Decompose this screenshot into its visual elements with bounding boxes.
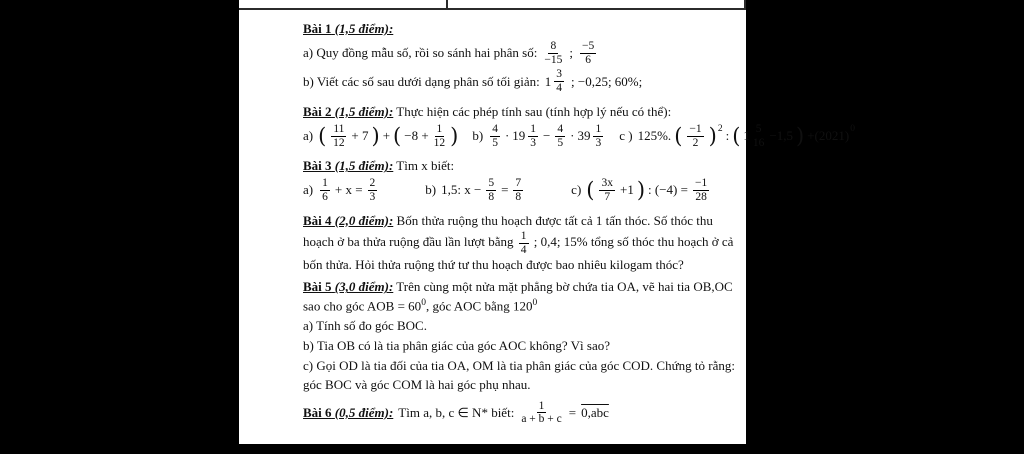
fraction bbox=[490, 123, 500, 149]
operator-text: = bbox=[501, 182, 509, 198]
denominator: 3 bbox=[595, 136, 602, 149]
exponent: 2 bbox=[717, 123, 723, 134]
fraction bbox=[519, 230, 529, 256]
open-paren: ( bbox=[674, 123, 683, 148]
bai2-number: Bài 2 bbox=[303, 103, 332, 119]
open-paren: ( bbox=[586, 178, 595, 203]
numerator: 3 bbox=[556, 68, 562, 81]
denominator: 8 bbox=[488, 191, 495, 204]
bai5-item-c: c) Gọi OD là tia đối của tia OA, OM là tia phân giác của góc COD. Chứng tỏ rằng: góc BOC và góc COM là hai góc phụ nhau. bbox=[303, 358, 735, 392]
denominator: 16 bbox=[752, 136, 765, 149]
numerator: 7 bbox=[515, 177, 522, 190]
operator-text: −1,5 bbox=[769, 127, 794, 143]
denominator: 8 bbox=[515, 191, 522, 204]
bai1-line-a bbox=[303, 40, 736, 66]
degree-superscript: 0 bbox=[421, 297, 426, 308]
operator-text: + 7 bbox=[351, 127, 369, 143]
mixed-number bbox=[743, 123, 766, 149]
table-divider-line bbox=[446, 0, 448, 10]
denominator: 7 bbox=[604, 191, 611, 204]
bai2-points: (1,5 điểm): bbox=[334, 103, 394, 119]
bai6-points: (0,5 điểm): bbox=[334, 404, 394, 420]
fraction bbox=[528, 123, 538, 149]
bai2-title-line bbox=[303, 103, 736, 121]
bai5-paragraph bbox=[303, 278, 736, 315]
operator-text: −8 + bbox=[404, 127, 429, 143]
open-paren: ( bbox=[393, 123, 402, 148]
bai4-text-2: ; 0,4; 15% tổng số thóc thu hoạch ở cả bốn thửa. Hỏi thửa ruộng thứ tư thu hoạch được bao nhiêu kilogam thóc? bbox=[303, 234, 734, 273]
numerator: 1 bbox=[520, 229, 527, 242]
fraction bbox=[434, 123, 446, 149]
bai2-title bbox=[303, 104, 393, 119]
denominator: 6 bbox=[585, 53, 591, 66]
numerator: 4 bbox=[492, 122, 498, 135]
numerator: −5 bbox=[581, 40, 595, 53]
denominator: 12 bbox=[433, 136, 446, 149]
repeating-decimal: 0,abc bbox=[581, 404, 609, 420]
bai3-points: (1,5 điểm): bbox=[334, 158, 394, 174]
degree-superscript: 0 bbox=[532, 297, 538, 308]
document-page bbox=[239, 0, 855, 444]
section-bai6 bbox=[303, 400, 736, 426]
bai3-expr-a bbox=[303, 177, 379, 203]
close-paren: ) bbox=[371, 123, 380, 148]
fraction bbox=[753, 123, 765, 149]
bai5-item-b: b) Tia OB có là tia phân giác của góc AOC không? Vì sao? bbox=[303, 338, 611, 354]
fraction bbox=[544, 40, 562, 66]
bai6-title bbox=[303, 404, 393, 422]
section-bai2 bbox=[303, 103, 855, 149]
numerator: 8 bbox=[550, 40, 557, 53]
bai1-title bbox=[303, 21, 393, 36]
separator: ; bbox=[569, 45, 573, 61]
mixed-number bbox=[512, 123, 540, 149]
numerator: −1 bbox=[689, 122, 702, 135]
bai4-text-1: Bốn thửa ruộng thu hoạch được tất cả 1 tấn thóc. Số thóc thu hoạch ở ba thửa ruộng đầu lần lượt bằng bbox=[303, 212, 713, 249]
operator-text: 125%. bbox=[637, 127, 672, 143]
equals-sign: = bbox=[568, 404, 577, 420]
bai1-line-b bbox=[303, 68, 736, 94]
bai6-text: Tìm a, b, c ∈ N* biết: bbox=[398, 404, 515, 420]
operator-text: + bbox=[382, 127, 391, 143]
fraction bbox=[687, 123, 703, 149]
denominator: 5 bbox=[557, 136, 564, 149]
bai2-expr-c bbox=[619, 123, 855, 149]
mixed-number bbox=[545, 68, 566, 94]
operator-text: 1,5: x − bbox=[441, 182, 482, 198]
bai1-b-rest: ; −0,25; 60%; bbox=[571, 73, 643, 89]
numerator: 4 bbox=[557, 122, 564, 135]
bai1-b-text: b) Viết các số sau dưới dạng phân số tối giản: bbox=[303, 73, 540, 89]
document-content bbox=[239, 0, 855, 426]
bai4-points: (2,0 điểm): bbox=[334, 212, 394, 228]
fraction bbox=[554, 68, 564, 94]
fraction bbox=[521, 400, 561, 426]
fraction bbox=[486, 177, 496, 203]
section-bai3 bbox=[303, 157, 736, 203]
bai4-paragraph bbox=[303, 212, 736, 275]
fraction bbox=[331, 123, 346, 149]
mixed-number bbox=[577, 123, 605, 149]
bai5-title bbox=[303, 279, 393, 294]
numerator: 1 bbox=[322, 177, 328, 190]
table-border-fragment bbox=[239, 0, 746, 10]
bai3-expr-c bbox=[571, 177, 711, 203]
operator-text: +1 bbox=[619, 182, 634, 198]
numerator: 2 bbox=[369, 177, 376, 190]
numerator: 5 bbox=[488, 177, 495, 190]
bai4-number: Bài 4 bbox=[303, 212, 332, 228]
denominator: 6 bbox=[322, 191, 328, 204]
bai2-expr-b bbox=[472, 123, 605, 149]
close-paren: ) bbox=[708, 123, 717, 148]
item-label: b) bbox=[472, 127, 484, 143]
bai1-number: Bài 1 bbox=[303, 21, 332, 36]
operator-text: · bbox=[570, 127, 575, 143]
bai6-number: Bài 6 bbox=[303, 404, 332, 420]
operator-text: : bbox=[725, 127, 730, 143]
whole-part: 1 bbox=[544, 73, 552, 89]
open-paren: ( bbox=[732, 123, 741, 148]
bai3-number: Bài 3 bbox=[303, 158, 332, 174]
denominator: 5 bbox=[492, 136, 498, 149]
numerator: 5 bbox=[755, 122, 762, 135]
bai5-number: Bài 5 bbox=[303, 279, 332, 295]
numerator: 1 bbox=[595, 122, 602, 135]
section-bai5 bbox=[303, 278, 736, 393]
denominator: 3 bbox=[530, 136, 537, 149]
bai5-points: (3,0 điểm): bbox=[334, 279, 394, 295]
denominator: 4 bbox=[556, 82, 562, 95]
close-paren: ) bbox=[796, 123, 805, 148]
bai5-item-a: a) Tính số đo góc BOC. bbox=[303, 318, 427, 334]
denominator: 12 bbox=[333, 136, 345, 149]
bai1-title-line bbox=[303, 20, 736, 38]
bai1-points: (1,5 điểm): bbox=[334, 21, 394, 36]
exponent: 0 bbox=[850, 123, 855, 134]
operator-text: + x = bbox=[334, 182, 363, 198]
item-label: a) bbox=[303, 182, 314, 198]
fraction bbox=[693, 177, 709, 203]
bai3-title-line bbox=[303, 157, 736, 175]
item-label: c) bbox=[571, 182, 582, 198]
bai2-expr-a bbox=[303, 123, 458, 149]
table-right-line bbox=[744, 0, 746, 10]
close-paren: ) bbox=[450, 123, 459, 148]
bai2-expressions bbox=[303, 122, 855, 149]
fraction bbox=[368, 177, 378, 203]
denominator: −15 bbox=[544, 53, 563, 66]
bai3-expr-b bbox=[425, 177, 525, 203]
section-bai1 bbox=[303, 20, 736, 95]
bai3-title bbox=[303, 158, 393, 173]
denominator: a + b + c bbox=[521, 413, 562, 426]
item-label: c ) bbox=[619, 127, 633, 143]
fraction bbox=[599, 177, 615, 203]
whole-part: 1 bbox=[743, 127, 750, 143]
bai2-intro: Thực hiện các phép tính sau (tính hợp lý nếu có thể): bbox=[396, 103, 672, 119]
numerator: 1 bbox=[530, 122, 537, 135]
denominator: 4 bbox=[520, 243, 527, 256]
denominator: 28 bbox=[695, 191, 707, 204]
bai1-a-text: a) Quy đồng mẫu số, rồi so sánh hai phân số: bbox=[303, 45, 538, 61]
fraction bbox=[580, 40, 596, 66]
denominator: 3 bbox=[369, 191, 376, 204]
bai5-text-1: Trên cùng một nửa mặt phẳng bờ chứa tia OA, vẽ hai tia OB,OC sao cho góc AOB = 60 bbox=[303, 279, 733, 313]
fraction bbox=[320, 177, 330, 203]
bai4-title bbox=[303, 213, 393, 228]
bai3-intro: Tìm x biết: bbox=[396, 158, 455, 174]
fraction bbox=[555, 123, 565, 149]
open-paren: ( bbox=[318, 123, 327, 148]
bai5-text-2: , góc AOC bằng 120 bbox=[425, 297, 533, 313]
numerator: 1 bbox=[538, 399, 545, 412]
item-label: b) bbox=[425, 182, 437, 198]
operator-text: · bbox=[504, 127, 510, 143]
fraction bbox=[513, 177, 523, 203]
close-paren: ) bbox=[636, 178, 646, 203]
section-bai4 bbox=[303, 212, 736, 275]
whole-part: 19 bbox=[512, 127, 526, 143]
numerator: 11 bbox=[333, 122, 345, 135]
numerator: 3x bbox=[601, 177, 613, 190]
bai3-expressions bbox=[303, 177, 736, 203]
numerator: −1 bbox=[694, 177, 708, 190]
operator-text: +(2021) bbox=[807, 127, 850, 143]
numerator: 1 bbox=[436, 122, 443, 135]
item-label: a) bbox=[303, 127, 314, 143]
operator-text: − bbox=[543, 127, 551, 143]
fraction bbox=[593, 123, 603, 149]
denominator: 2 bbox=[692, 136, 699, 149]
whole-part: 39 bbox=[577, 127, 591, 143]
operator-text: : (−4) = bbox=[648, 182, 688, 198]
